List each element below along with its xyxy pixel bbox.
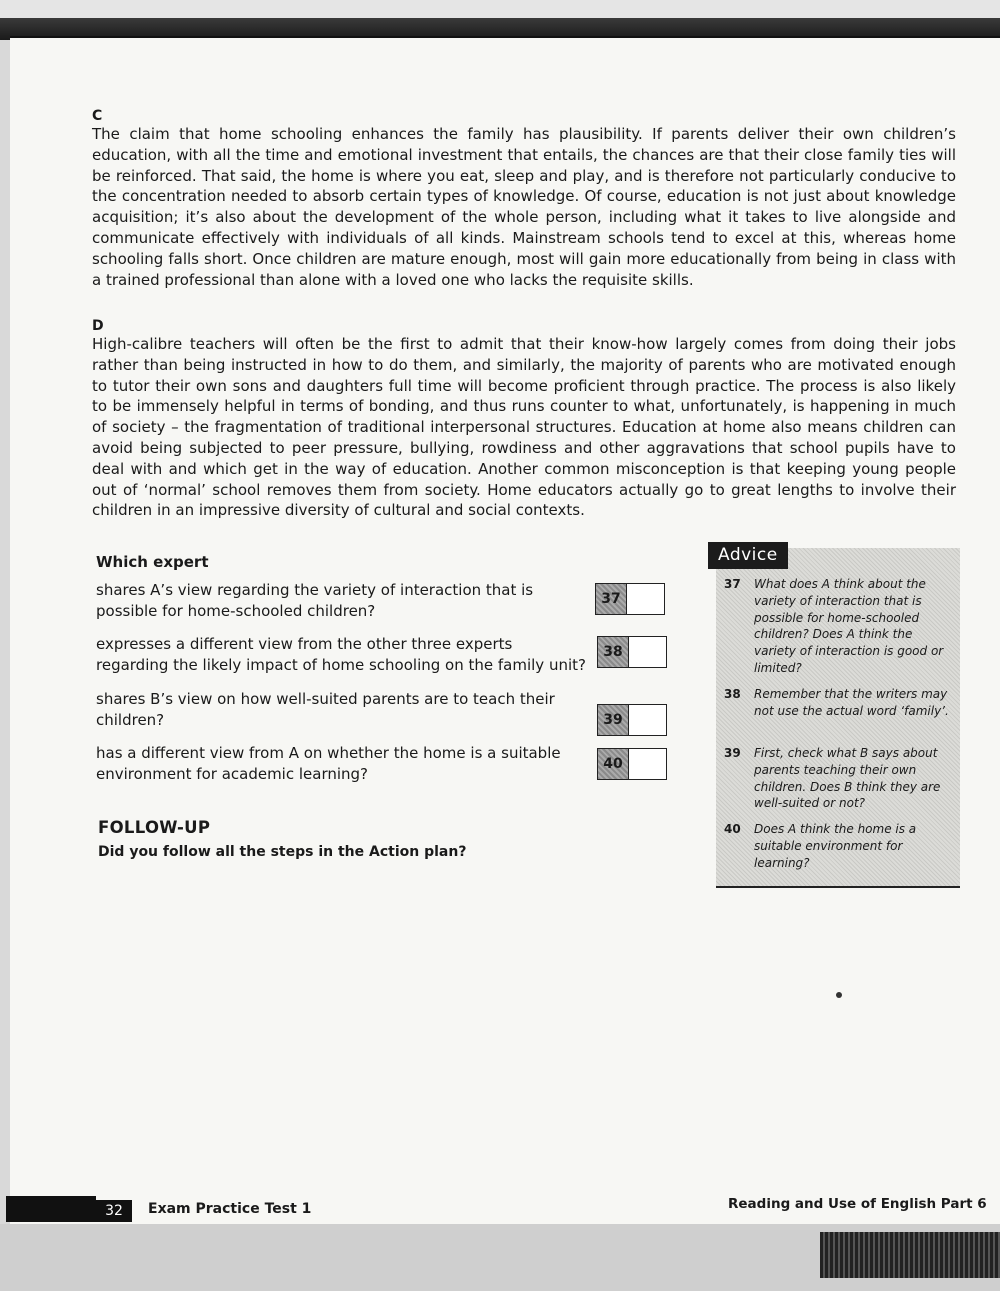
- advice-panel: [716, 545, 960, 888]
- answer-box-39[interactable]: [597, 704, 667, 736]
- followup-question: Did you follow all the steps in the Action plan?: [98, 844, 467, 860]
- answer-box-40[interactable]: [597, 748, 667, 780]
- footer-test-title: Exam Practice Test 1: [148, 1201, 312, 1217]
- advice-number: 38: [724, 687, 741, 701]
- question-39-text: shares B’s view on how well-suited parents are to teach their children?: [96, 690, 555, 729]
- section-c-letter: C: [92, 108, 103, 124]
- page-number: 32: [96, 1200, 132, 1222]
- questions-heading: Which expert: [96, 553, 209, 571]
- question-number-40: 40: [598, 749, 629, 779]
- top-scan-edge: [0, 0, 1000, 40]
- question-38-text: expresses a different view from the other three experts regarding the likely impact of home schooling on the family unit?: [96, 635, 586, 674]
- advice-text: Remember that the writers may not use the actual word ‘family’.: [754, 687, 949, 718]
- advice-item-39: [724, 745, 952, 812]
- advice-text: First, check what B says about parents teaching their own children. Does B think they are well-suited or not?: [754, 746, 941, 811]
- bottom-scan-edge: [0, 1224, 1000, 1291]
- advice-item-38: [724, 686, 952, 720]
- advice-number: 39: [724, 746, 741, 760]
- advice-number: 37: [724, 577, 741, 591]
- answer-box-38[interactable]: [597, 636, 667, 668]
- answer-box-37[interactable]: [595, 583, 665, 615]
- advice-item-40: [724, 821, 952, 871]
- question-40-text: has a different view from A on whether the home is a suitable environment for academic learning?: [96, 744, 561, 783]
- section-c-text: The claim that home schooling enhances the family has plausibility. If parents deliver their own children’s education, with all the time and emotional investment that entails, the chances are that their close family ties will be reinforced. That said, the home is where you eat, sleep and play, and is therefore not particularly conducive to the concentration needed to absorb certain types of knowledge. Of course, education is not just about knowledge acquisition; it’s also about the development of the whole person, including what it takes to live alongside and communicate effectively with individuals of all kinds. Mainstream schools tend to excel at this, whereas home schooling falls short. Once children are mature enough, most will gain more educationally from being in class with a trained professional than alone with a loved one who lacks the requisite skills.: [92, 125, 956, 289]
- footer-part-title: Reading and Use of English Part 6: [728, 1196, 987, 1212]
- section-d-text: High-calibre teachers will often be the first to admit that their know-how largely comes from doing their jobs rather than being instructed in how to do them, and similarly, the majority of parents who are motivated enough to tutor their own sons and daughters full time will become proficient through practice. The process is also likely to be immensely helpful in terms of bonding, and thus runs counter to what, unfortunately, is happening in much of society – the fragmentation of traditional interpersonal structures. Education at home also means children can avoid being subjected to peer pressure, bullying, rowdiness and other aggravations that school pupils have to deal with and which get in the way of education. Another common misconception is that keeping young people out of ‘normal’ school removes them from society. Home educators actually go to great lengths to involve their children in an impressive diversity of cultural and social contexts.: [92, 335, 956, 520]
- footer-left-mark: [6, 1196, 96, 1222]
- question-number-39: 39: [598, 705, 629, 735]
- section-d-letter: D: [92, 318, 104, 334]
- question-number-37: 37: [596, 584, 627, 614]
- advice-text: What does A think about the variety of interaction that is possible for home-schooled children? Does A think the variety of interaction is good or limited?: [754, 577, 944, 675]
- scan-speck: [836, 992, 842, 998]
- advice-number: 40: [724, 822, 741, 836]
- question-number-38: 38: [598, 637, 629, 667]
- advice-title: Advice: [708, 542, 788, 569]
- question-37-text: shares A’s view regarding the variety of interaction that is possible for home-schooled children?: [96, 581, 534, 620]
- advice-item-37: [724, 576, 952, 677]
- followup-title: FOLLOW-UP: [98, 818, 211, 837]
- advice-text: Does A think the home is a suitable environment for learning?: [754, 822, 917, 870]
